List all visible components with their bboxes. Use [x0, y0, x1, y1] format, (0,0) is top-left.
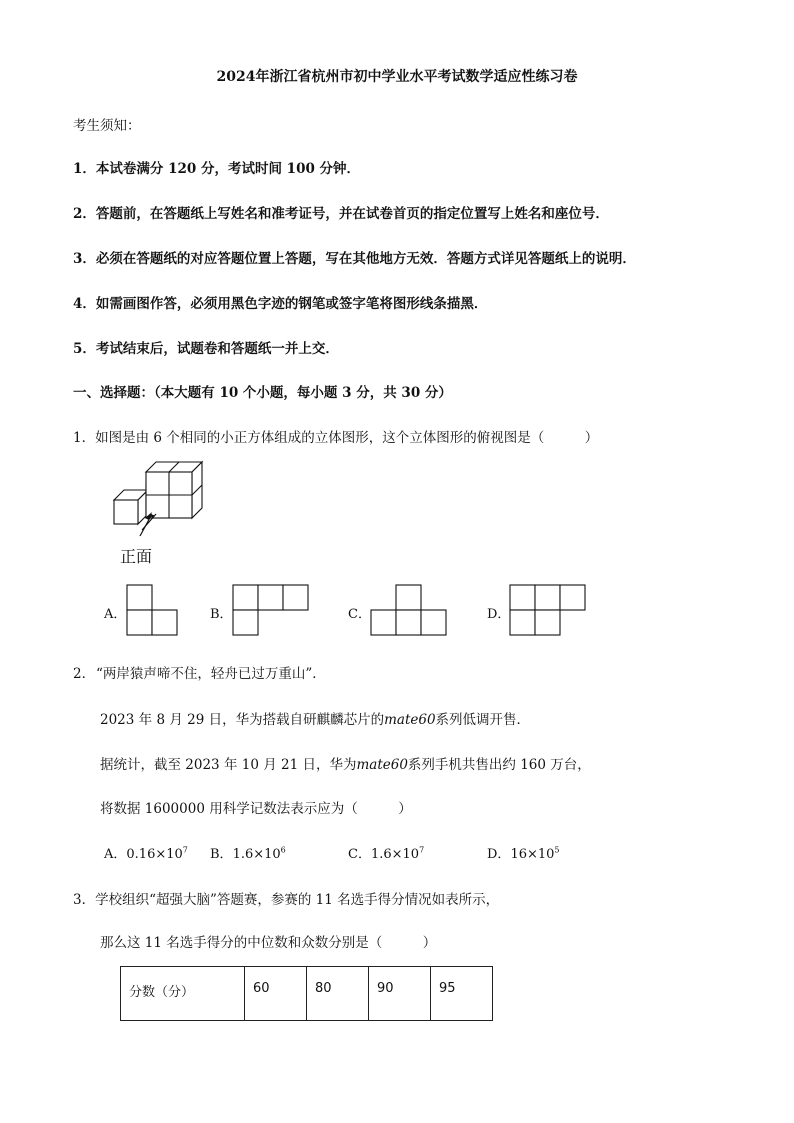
notice-item: 2．答题前，在答题纸上写姓名和准考证号，并在试卷首页的指定位置写上姓名和座位号．: [73, 206, 609, 222]
table-cell: 95: [431, 967, 493, 1021]
option-c-label[interactable]: C．: [348, 607, 371, 622]
score-table: [120, 966, 493, 1021]
table-header-cell: 分数（分）: [121, 967, 245, 1021]
option-d[interactable]: D．$16\times 10^5$: [487, 845, 560, 862]
table-row: [121, 967, 493, 1021]
question-3-line-2: 那么这 11 名选手得分的中位数和众数分别是（ ）: [100, 935, 437, 951]
option-a-figure[interactable]: [126, 584, 180, 636]
page-title: 2024年浙江省杭州市初中学业水平考试数学适应性练习卷: [216, 69, 578, 85]
question-2-line-2: 据统计，截至 2023 年 10 月 21 日，华为mate60系列手机共售出约 160 万台，: [100, 757, 591, 773]
option-c[interactable]: C．$1.6\times 10^7$: [348, 845, 425, 862]
question-2-number: 2．: [73, 666, 96, 682]
question-1-text: 1．如图是由 6 个相同的小正方体组成的立体图形，这个立体图形的俯视图是（ ）: [73, 430, 599, 446]
question-3-line-1: 3．学校组织“超强大脑”答题赛，参赛的 11 名选手得分情况如表所示，: [73, 892, 500, 908]
option-b-figure[interactable]: [232, 584, 312, 636]
question-2-quote: “两岸猿声啼不住，轻舟已过万重山”．: [96, 666, 326, 682]
notice-item: 1．本试卷满分 120 分，考试时间 100 分钟．: [73, 161, 361, 177]
notice-item: 5．考试结束后，试题卷和答题纸一并上交．: [73, 341, 339, 357]
option-a[interactable]: A．$0.16\times 10^7$: [104, 845, 188, 862]
option-b-label[interactable]: B．: [210, 607, 233, 622]
question-2-line-1: 2023 年 8 月 29 日，华为搭载自研麒麟芯片的mate60系列低调开售．: [100, 712, 531, 728]
notice-item: 4．如需画图作答，必须用黑色字迹的钢笔或签字笔将图形线条描黑．: [73, 296, 488, 312]
question-2-line-3: 将数据 1600000 用科学记数法表示应为（ ）: [100, 801, 412, 817]
table-cell: 90: [369, 967, 431, 1021]
model-name: mate60: [356, 757, 408, 773]
option-a-label[interactable]: A．: [104, 607, 127, 622]
notice-heading: 考生须知：: [73, 118, 141, 134]
section-heading: 一、选择题：（本大题有 10 个小题，每小题 3 分，共 30 分）: [73, 385, 452, 401]
option-b[interactable]: B．$1.6\times 10^6$: [210, 845, 286, 862]
table-cell: 60: [245, 967, 307, 1021]
model-name: mate60: [384, 712, 436, 728]
cube-figure: [110, 458, 210, 530]
notice-item: 3．必须在答题纸的对应答题位置上答题，写在其他地方无效．答题方式详见答题纸上的说明．: [73, 251, 636, 267]
arrow-icon: [134, 512, 154, 542]
option-d-label[interactable]: D．: [487, 607, 511, 622]
table-cell: 80: [307, 967, 369, 1021]
front-label: 正面: [120, 547, 153, 566]
option-d-figure[interactable]: [509, 584, 589, 636]
option-c-figure[interactable]: [370, 584, 450, 636]
